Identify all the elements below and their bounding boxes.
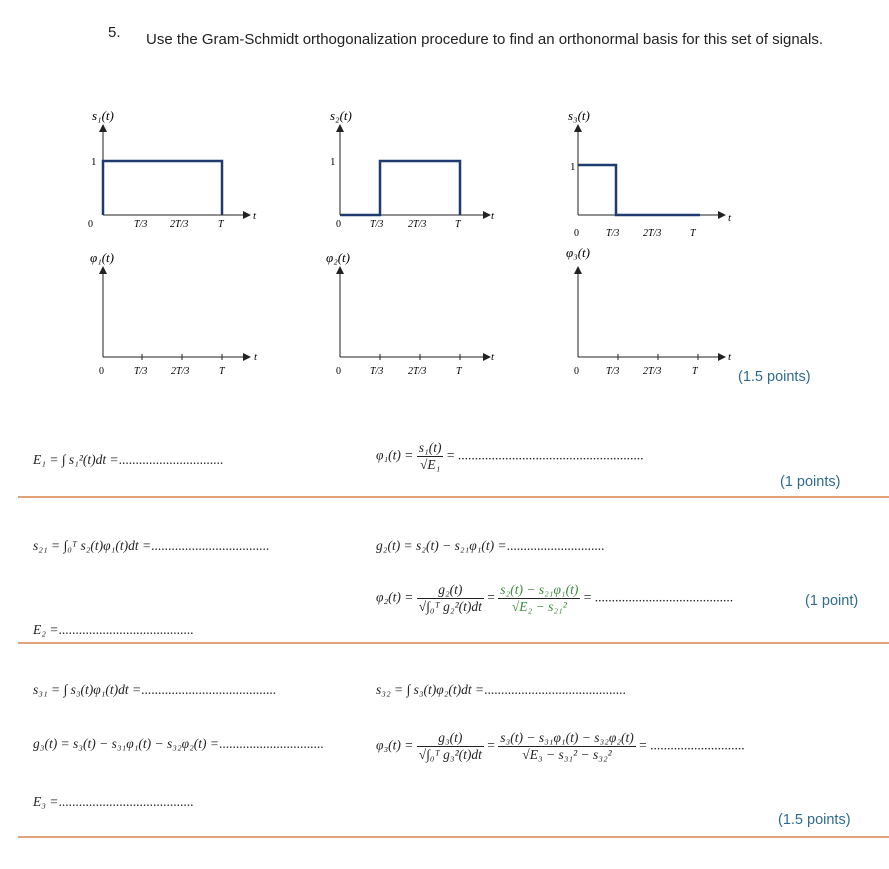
plot-s2-label: s₂(t): [330, 108, 352, 123]
svg-text:2T/3: 2T/3: [170, 219, 189, 230]
plot-phi2: [326, 250, 495, 377]
eq-s32: s₃₂ = ∫ s₃(t)φ₂(t)dt =..........................................: [376, 682, 626, 697]
plot-phi1: [90, 250, 258, 377]
plot-s3: [568, 108, 732, 239]
s3-waveform: [578, 165, 700, 215]
divider-1: [18, 496, 889, 498]
plot-phi3-label: φ₃(t): [566, 245, 590, 260]
eq-phi3: φ₃(t) = $\frac{\text{g₃(t)}}{\text{√∫₀ᵀ g₃²(t)dt}}$ = $\frac{\text{s₃(t) − s₃₁φ₁(t) − s₃₂φ₂(t)}}{\text{√E₃ − s₃₁² − s₃₂²}}$ = ............................: [376, 730, 745, 762]
svg-text:T/3: T/3: [606, 366, 620, 377]
eq-phi2: φ₂(t) = $\frac{\text{g₂(t)}}{\text{√∫₀ᵀ g₂²(t)dt}}$ = $\frac{\text{s₂(t) − s₂₁φ₁(t)}}{\text{√E₂ − s₂₁²}}$ = .........................................: [376, 582, 734, 614]
svg-text:T/3: T/3: [134, 219, 148, 230]
plot-s3-label: s₃(t): [568, 108, 590, 123]
points-part3: (1.5 points): [778, 812, 851, 828]
svg-text:0: 0: [336, 366, 341, 377]
plot-s1-level: 1: [91, 156, 97, 168]
plot-s1-label: s₁(t): [92, 108, 114, 123]
points-part1: (1 points): [780, 474, 841, 490]
svg-text:2T/3: 2T/3: [408, 219, 427, 230]
svg-text:T: T: [456, 366, 462, 377]
svg-text:0: 0: [88, 219, 93, 230]
points-part2: (1 point): [805, 593, 859, 609]
svg-text:T/3: T/3: [370, 366, 384, 377]
svg-text:T: T: [455, 219, 461, 230]
svg-text:T/3: T/3: [370, 219, 384, 230]
svg-text:T: T: [218, 219, 224, 230]
svg-text:t: t: [491, 351, 495, 363]
svg-text:t: t: [253, 210, 257, 222]
eq-s21: s₂₁ = ∫₀ᵀ s₂(t)φ₁(t)dt =...................................: [33, 538, 270, 553]
svg-text:1: 1: [570, 161, 576, 173]
svg-text:0: 0: [574, 366, 579, 377]
svg-text:0: 0: [99, 366, 104, 377]
plots-area: [0, 95, 889, 395]
svg-text:2T/3: 2T/3: [643, 228, 662, 239]
svg-text:2T/3: 2T/3: [408, 366, 427, 377]
question-text: Use the Gram-Schmidt orthogonalization procedure to find an orthonormal basis for this set of signals.: [146, 31, 824, 48]
svg-text:T/3: T/3: [606, 228, 620, 239]
svg-text:t: t: [491, 210, 495, 222]
svg-text:1: 1: [330, 156, 336, 168]
plot-s2: [330, 108, 495, 230]
eq-s31: s₃₁ = ∫ s₃(t)φ₁(t)dt =........................................: [33, 682, 277, 697]
plot-phi3: [566, 245, 732, 377]
s2-waveform: [340, 161, 460, 215]
svg-text:2T/3: 2T/3: [643, 366, 662, 377]
svg-text:T: T: [690, 228, 696, 239]
eq-phi1: φ₁(t) = $\frac{\text{s₁(t)}}{\text{√E₁}}$ = .......................................................: [376, 440, 644, 472]
points-plots: (1.5 points): [738, 369, 811, 385]
plot-phi1-label: φ₁(t): [90, 250, 114, 265]
svg-text:t: t: [254, 351, 258, 363]
svg-text:T/3: T/3: [134, 366, 148, 377]
eq-g2: g₂(t) = s₂(t) − s₂₁φ₁(t) =.............................: [376, 538, 605, 553]
eq-e3: E₃ =........................................: [33, 794, 194, 809]
svg-text:T: T: [692, 366, 698, 377]
question-number: 5.: [108, 24, 121, 41]
svg-text:t: t: [728, 351, 732, 363]
divider-3: [18, 836, 889, 838]
eq-e2: E₂ =........................................: [33, 622, 194, 637]
divider-2: [18, 642, 889, 644]
svg-text:t: t: [728, 212, 732, 224]
svg-text:0: 0: [336, 219, 341, 230]
plot-phi2-label: φ₂(t): [326, 250, 350, 265]
svg-text:T: T: [219, 366, 225, 377]
eq-g3: g₃(t) = s₃(t) − s₃₁φ₁(t) − s₃₂φ₂(t) =...............................: [33, 736, 324, 751]
svg-text:2T/3: 2T/3: [171, 366, 190, 377]
eq-e1: E₁ = ∫ s₁²(t)dt =...............................: [33, 452, 224, 467]
svg-text:0: 0: [574, 228, 579, 239]
s1-waveform: [103, 161, 222, 215]
plot-s1: [88, 108, 257, 230]
